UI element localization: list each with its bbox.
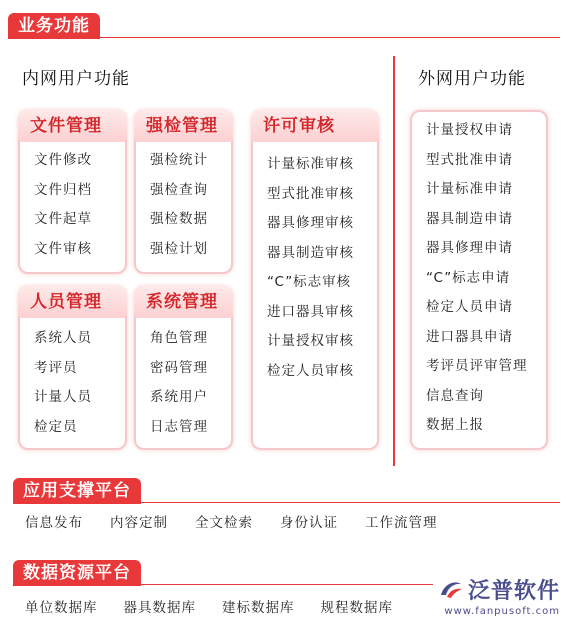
section-title-data: 数据资源平台 <box>13 560 141 586</box>
list-item: 计量授权审核 <box>267 333 354 349</box>
list-item: 计量标准申请 <box>426 181 513 197</box>
list-item: 内容定制 <box>110 515 168 531</box>
list-item: 器具修理申请 <box>426 240 513 256</box>
brand-name: 泛普软件 <box>467 579 560 604</box>
list-item: 文件归档 <box>34 181 92 198</box>
group-file-management <box>18 110 127 274</box>
intranet-title: 内网用户功能 <box>22 69 130 89</box>
list-item: 文件起草 <box>34 211 92 227</box>
group-personnel-management <box>18 286 127 450</box>
header-divider <box>8 37 560 38</box>
list-item: 强检查询 <box>150 181 208 198</box>
data-items <box>25 596 393 616</box>
list-item: 强检统计 <box>150 152 208 168</box>
group-title: 系统管理 <box>134 286 233 318</box>
list-item: 进口器具审核 <box>267 303 354 320</box>
extranet-items <box>412 116 546 441</box>
list-item: 日志管理 <box>150 418 208 435</box>
group-title: 人员管理 <box>18 286 127 318</box>
list-item: 考评员评审管理 <box>426 358 528 374</box>
list-item: 角色管理 <box>150 330 208 346</box>
list-item: 器具制造申请 <box>426 210 513 227</box>
brand-swirl-icon <box>438 578 464 606</box>
brand-logo <box>438 574 560 617</box>
vertical-divider <box>393 56 395 466</box>
list-item: 密码管理 <box>150 359 208 376</box>
list-item: 强检计划 <box>150 240 208 257</box>
list-item: 规程数据库 <box>320 600 393 616</box>
section-title-business: 业务功能 <box>8 13 100 39</box>
support-items <box>25 511 438 531</box>
group-system-management <box>134 286 233 450</box>
group-items <box>20 146 125 264</box>
group-title: 文件管理 <box>18 110 127 142</box>
group-title: 许可审核 <box>251 110 379 142</box>
group-license-review <box>251 110 379 450</box>
list-item: 身份认证 <box>280 515 338 531</box>
group-title: 强检管理 <box>134 110 233 142</box>
list-item: 数据上报 <box>426 417 484 433</box>
list-item: 检定人员申请 <box>426 299 513 315</box>
list-item: 全文检索 <box>195 515 253 531</box>
list-item: 工作流管理 <box>365 515 438 531</box>
list-item: 器具制造审核 <box>267 244 354 261</box>
list-item: 进口器具申请 <box>426 328 513 345</box>
list-item: 计量标准审核 <box>267 156 354 172</box>
list-item: 文件审核 <box>34 240 92 257</box>
extranet-title: 外网用户功能 <box>418 69 526 89</box>
list-item: 型式批准申请 <box>426 151 513 168</box>
list-item: 型式批准审核 <box>267 185 354 202</box>
list-item: 计量授权申请 <box>426 122 513 138</box>
list-item: 检定员 <box>34 418 78 435</box>
list-item: 计量人员 <box>34 389 92 405</box>
group-extranet <box>410 110 548 450</box>
list-item: “C”标志申请 <box>426 269 511 286</box>
brand-url: www.fanpusoft.com <box>444 606 560 617</box>
list-item: 系统人员 <box>34 330 92 346</box>
list-item: 考评员 <box>34 359 78 376</box>
list-item: 单位数据库 <box>25 600 98 616</box>
group-inspection-management <box>134 110 233 274</box>
list-item: 强检数据 <box>150 211 208 227</box>
list-item: 器具修理审核 <box>267 215 354 231</box>
group-items <box>136 146 231 264</box>
list-item: 文件修改 <box>34 152 92 168</box>
list-item: 系统用户 <box>150 389 208 405</box>
list-item: 信息查询 <box>426 387 484 404</box>
list-item: “C”标志审核 <box>267 274 352 290</box>
support-divider <box>13 502 560 503</box>
list-item: 信息发布 <box>25 515 83 531</box>
group-items <box>253 150 377 386</box>
list-item: 检定人员审核 <box>267 362 354 379</box>
data-divider <box>13 584 433 585</box>
group-items <box>136 324 231 442</box>
list-item: 建标数据库 <box>222 600 295 616</box>
list-item: 器具数据库 <box>123 600 196 616</box>
group-items <box>20 324 125 442</box>
section-title-support: 应用支撑平台 <box>13 478 141 504</box>
